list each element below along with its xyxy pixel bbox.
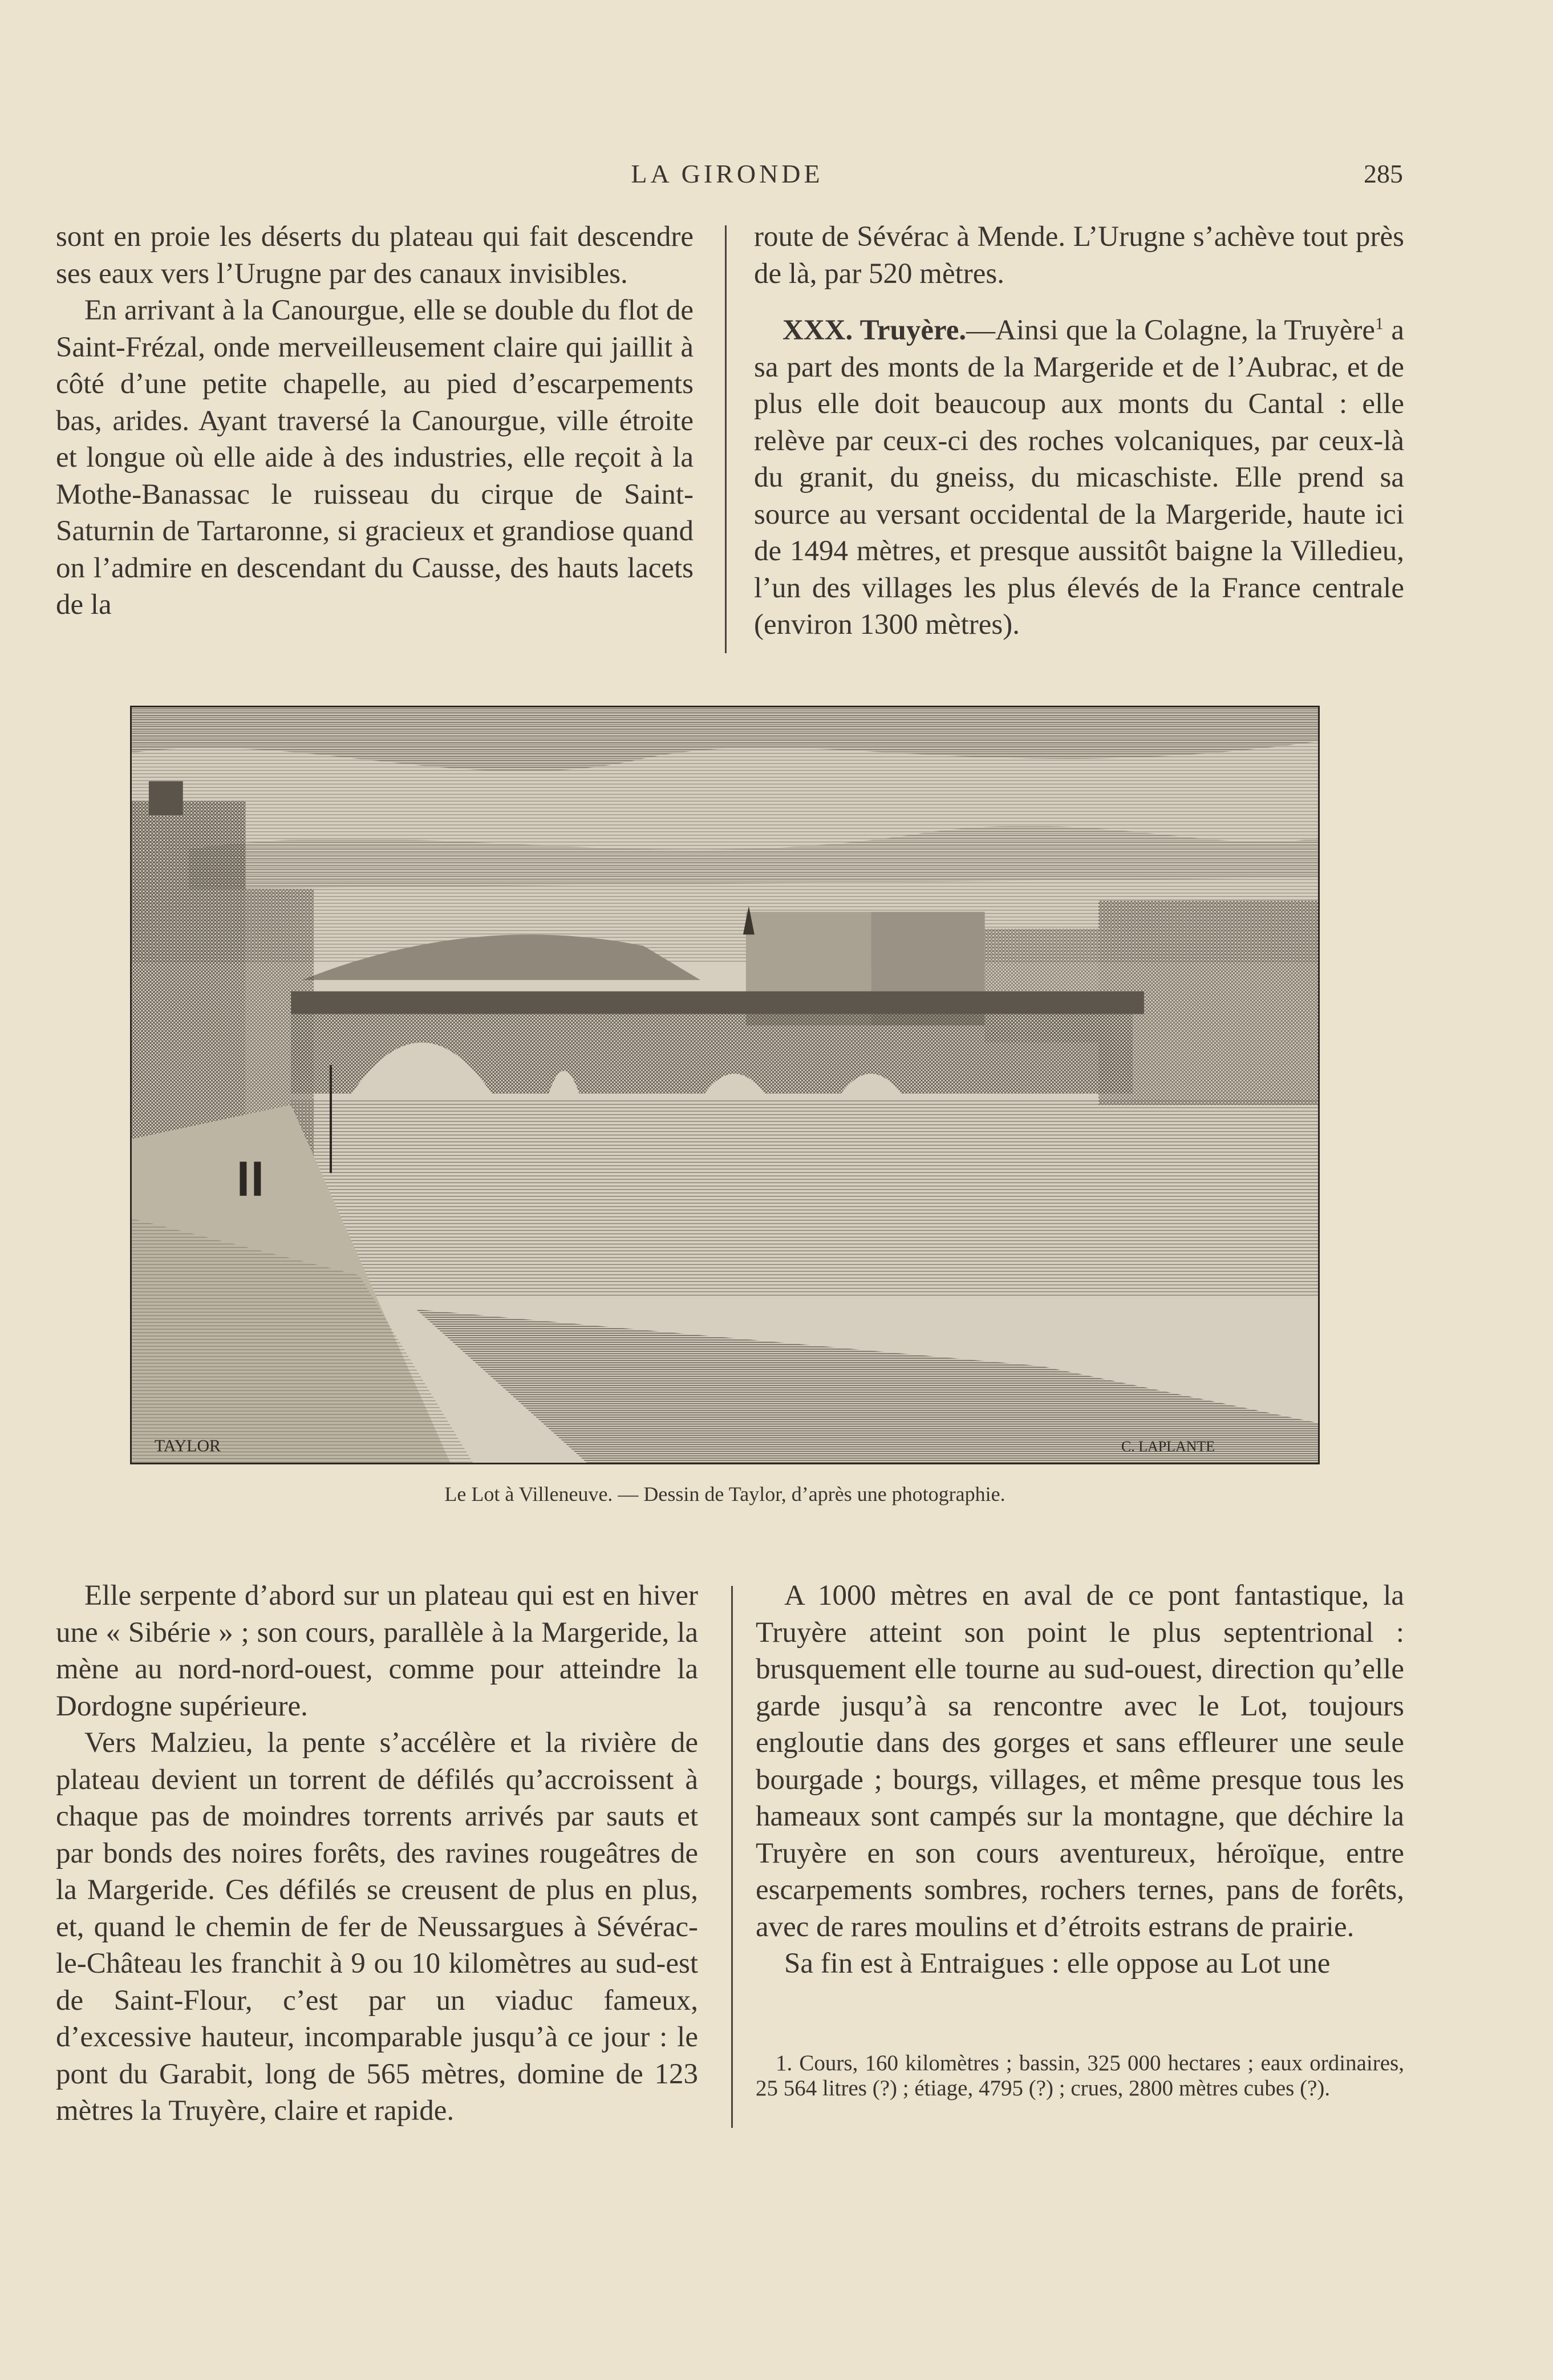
column-rule — [725, 225, 727, 653]
paragraph: Vers Malzieu, la pente s’accélère et la rivière de plateau devient un torrent de défilés qu’accroissent à chaque pas de moindres torrents arrivés par sauts et par bonds des noires forêts, des ravines rougeâtres de la Margeride. Ces défilés se creusent de plus en plus, et, quand le chemin de fer de Neussargues à Sévérac-le-Château les franchit à 9 ou 10 kilomètres au sud-est de Saint-Flour, c’est par un viaduc fameux, d’excessive hauteur, incomparable jusqu’à ce jour : le pont du Garabit, long de 565 mètres, domine de 123 mètres la Truyère, claire et rapide. — [56, 1727, 698, 2127]
section-paragraph — [754, 306, 1404, 643]
paragraph: En arrivant à la Canourgue, elle se double du flot de Saint-Frézal, onde merveilleusement claire qui jaillit à côté d’une petite chapelle, au pied d’escarpements bas, arides. Ayant traversé la Canourgue, ville étroite et longue où elle aide à des industries, elle reçoit à la Mothe-Banassac le ruisseau du cirque de Saint-Saturnin de Tartaronne, si gracieux et grandiose quand on l’admire en descendant du Causse, des hauts lacets de la — [56, 294, 694, 621]
page-header — [51, 159, 1403, 193]
footnote — [756, 2051, 1404, 2101]
paragraph: Sa fin est à Entraigues : elle oppose au Lot une — [784, 1948, 1331, 1980]
right-column-bottom — [756, 1577, 1404, 1982]
page-number: 285 — [1364, 159, 1403, 188]
section-intro: —Ainsi que la Colagne, la Truyère — [966, 314, 1376, 346]
paragraph: Elle serpente d’abord sur un plateau qui est en hiver une « Sibérie » ; son cours, parallèle à la Margeride, la mène au nord-nord-ouest, comme pour atteindre la Dordogne supérieure. — [56, 1580, 698, 1722]
footnote-text: 1. Cours, 160 kilomètres ; bassin, 325 000 hectares ; eaux ordinaires, 25 564 litres (?) ; étiage, 4795 (?) ; crues, 2800 mètres cubes (?). — [756, 2051, 1404, 2100]
section-text: a sa part des monts de la Margeride et de l’Aubrac, et de plus elle doit beaucoup aux monts du Cantal : elle relève par ceux-ci des roches volcaniques, par ceux-là du granit, du gneiss, du micaschiste. Elle prend sa source au versant occidental de la Margeride, haute ici de 1494 mètres, et presque aussitôt baigne la Villedieu, l’un des villages les plus élevés de la France centrale (environ 1300 mètres). — [754, 314, 1404, 641]
footnote-mark: 1 — [1375, 314, 1384, 333]
paragraph: sont en proie les déserts du plateau qui fait descendre ses eaux vers l’Urugne par des canaux invisibles. — [56, 221, 694, 290]
section-title: XXX. Truyère. — [782, 314, 967, 346]
left-column-bottom — [56, 1577, 698, 2130]
figure-caption: Le Lot à Villeneuve. — Dessin de Taylor, d’après une photographie. — [444, 1483, 1005, 1505]
engraver-signature-right: C. LAPLANTE — [1121, 1438, 1215, 1455]
paragraph: route de Sévérac à Mende. L’Urugne s’achève tout près de là, par 520 mètres. — [754, 221, 1404, 290]
left-column-top — [56, 218, 694, 624]
engraver-signature-left: TAYLOR — [154, 1436, 221, 1456]
right-column-top — [754, 218, 1404, 643]
bridge-engraving — [132, 707, 1318, 1463]
running-title: LA GIRONDE — [631, 159, 824, 188]
engraving-figure — [130, 706, 1320, 1464]
column-rule — [731, 1586, 733, 2128]
paragraph: A 1000 mètres en aval de ce pont fantastique, la Truyère atteint son point le plus septentrional : brusquement elle tourne au sud-ouest, direction qu’elle garde jusqu’à sa rencontre avec le Lot, toujours engloutie dans des gorges et sans effleurer une seule bourgade ; bourgs, villages, et même presque tous les hameaux sont campés sur la montagne, que déchire la Truyère en son cours aventureux, héroïque, entre escarpements sombres, rochers ternes, pans de forêts, avec de rares moulins et d’étroits estrans de prairie. — [756, 1580, 1404, 1943]
